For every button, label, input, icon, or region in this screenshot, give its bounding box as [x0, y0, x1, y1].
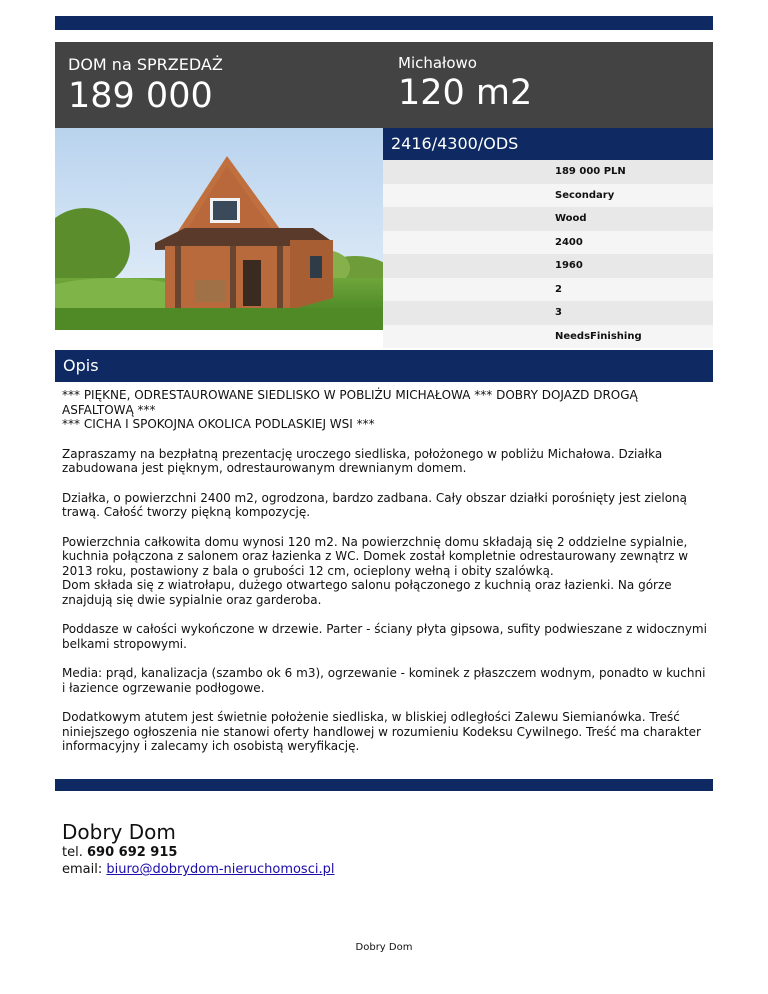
area-value: 120 m2: [398, 73, 533, 113]
property-photo: [55, 128, 383, 330]
company-name: Dobry Dom: [62, 820, 176, 844]
sale-type-label: DOM na SPRZEDAŻ: [68, 55, 223, 74]
description-paragraph: Zapraszamy na bezpłatną prezentację uroczego siedliska, położonego w pobliżu Michałowa. Działka zabudowana jest pięknym, odrestaurowanym drewnianym domem.: [62, 446, 663, 475]
page-footer: Dobry Dom: [355, 942, 413, 953]
contact-block: [62, 820, 562, 878]
description-paragraph: *** PIĘKNE, ODRESTAUROWANE SIEDLISKO W POBLIŻU MICHAŁOWA *** DOBRY DOJAZD DROGĄ ASFALTOWĄ *** *** CICHA I SPOKOJNA OKOLICA PODLASKIEJ WSI ***: [62, 388, 638, 431]
spec-row-price: 189 000 PLN: [383, 160, 713, 184]
spec-row-condition: NeedsFinishing: [383, 325, 713, 349]
description-title: Opis: [63, 356, 99, 375]
email-line: [62, 861, 562, 878]
description-paragraph: Powierzchnia całkowita domu wynosi 120 m2. Na powierzchnię domu składają się 2 oddzielne sypialnie, kuchnia połączona z salonem oraz łazienka z WC. Domek został kompletnie odrestaurowany zewnątrz w 2013 roku, postawiony z bala o grubości 12 cm, ocieplony wełną i obity szalówką. Dom składa się z wiatrołapu, dużego otwartego salonu połączonego z kuchnią oraz łazienki. Na górze znajdują się dwie sypialnie oraz garderoba.: [62, 534, 689, 607]
top-divider-bar: [55, 16, 713, 30]
description-body: [62, 388, 712, 769]
specs-table: [383, 160, 713, 348]
email-link[interactable]: biuro@dobrydom-nieruchomosci.pl: [106, 862, 335, 877]
spec-row-material: Wood: [383, 207, 713, 231]
phone-label: tel.: [62, 845, 83, 860]
city-label: Michałowo: [398, 54, 477, 72]
spec-row-year: 1960: [383, 254, 713, 278]
reference-code: 2416/4300/ODS: [391, 134, 519, 153]
phone-line: [62, 844, 562, 861]
spec-row-floors: 2: [383, 278, 713, 302]
description-paragraph: Media: prąd, kanalizacja (szambo ok 6 m3), ogrzewanie - kominek z płaszczem wodnym, ponadto w kuchni i łazience ogrzewanie podłogowe.: [62, 666, 706, 695]
spec-row-rooms: 3: [383, 301, 713, 325]
price-value: 189 000: [68, 76, 213, 116]
listing-header: [55, 42, 713, 128]
phone-number[interactable]: 690 692 915: [86, 845, 178, 860]
description-paragraph: Dodatkowym atutem jest świetnie położenie siedliska, w bliskiej odległości Zalewu Siemianówka. Treść niniejszego ogłoszenia nie stanowi oferty handlowej w rozumieniu Kodeksu Cywilnego. Treść ma charakter informacyjny i zalecamy ich osobistą weryfikację.: [62, 710, 701, 753]
spec-row-market: Secondary: [383, 184, 713, 208]
description-paragraph: Działka, o powierzchni 2400 m2, ogrodzona, bardzo zadbana. Cały obszar działki porośnięty jest zieloną trawą. Całość tworzy piękną kompozycję.: [62, 490, 687, 519]
email-label: email:: [62, 862, 103, 877]
description-paragraph: Poddasze w całości wykończone w drzewie. Parter - ściany płyta gipsowa, sufity podwieszane z widocznymi belkami stropowymi.: [62, 622, 707, 651]
spec-row-plot-area: 2400: [383, 231, 713, 255]
description-header-bar: [55, 350, 713, 382]
bottom-divider-bar: [55, 779, 713, 791]
reference-bar: [383, 128, 713, 160]
